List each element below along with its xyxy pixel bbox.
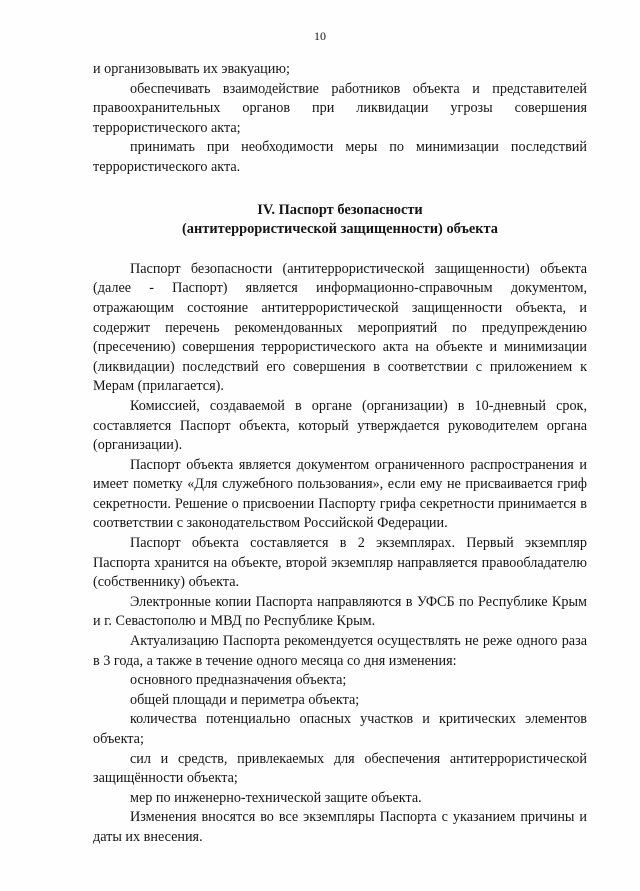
paragraph: принимать при необходимости меры по минимизации последствий террористического акта. <box>93 139 587 175</box>
paragraph: Актуализацию Паспорта рекомендуется осуществлять не реже одного раза в 3 года, а также в течение одного месяца со дня изменения: <box>93 633 587 669</box>
list-item: сил и средств, привлекаемых для обеспечения антитеррористической защищённости объекта; <box>93 750 587 787</box>
paragraph: Паспорт объекта является документом ограниченного распространения и имеет пометку «Для служебного пользования», если ему не присваивается гриф секретности. Решение о присвоении Паспорту грифа секретности принимается в соответствии с законодательством Российской Федерации. <box>93 456 587 532</box>
paragraph: Изменения вносятся во все экземпляры Паспорта с указанием причины и даты их внесения. <box>93 809 587 845</box>
paragraph: Комиссией, создаваемой в органе (организации) в 10-дневный срок, составляется Паспорт объекта, который утверждается руководителем органа (организации). <box>93 397 587 454</box>
list-item: количества потенциально опасных участков и критических элементов объекта; <box>93 711 587 747</box>
list-item: общей площади и периметра объекта; <box>130 691 360 708</box>
section-heading-line: (антитеррористической защищенности) объекта <box>181 221 498 238</box>
paragraph: обеспечивать взаимодействие работников объекта и представителей правоохранительных органов при ликвидации угрозы совершения террористического акта; <box>93 80 587 136</box>
section-heading-line: IV. Паспорт безопасности <box>257 201 423 218</box>
list-item: мер по инженерно-технической защите объекта. <box>130 789 422 806</box>
page-number: 10 <box>314 29 326 43</box>
document-body <box>93 60 587 848</box>
list-item: основного предназначения объекта; <box>130 672 347 689</box>
paragraph: Паспорт объекта составляется в 2 экземплярах. Первый экземпляр Паспорта хранится на объекте, второй экземпляр направляется правообладателю (собственнику) объекта. <box>93 535 587 591</box>
section-heading <box>93 201 587 240</box>
paragraph: и организовывать их эвакуацию; <box>93 61 290 77</box>
paragraph: Электронные копии Паспорта направляются в УФСБ по Республике Крым и г. Севастополю и МВД по Республике Крым. <box>93 593 587 630</box>
paragraph: Паспорт безопасности (антитеррористической защищенности) объекта (далее - Паспорт) является информационно-справочным документом, отражающим состояние антитеррористической защищенности объекта, и содержит перечень рекомендованных мероприятий по предупреждению (пресечению) совершения террористического акта на объекте и минимизации (ликвидации) последствий его совершения в соответствии с приложением к Мерам (прилагается). <box>93 260 587 395</box>
